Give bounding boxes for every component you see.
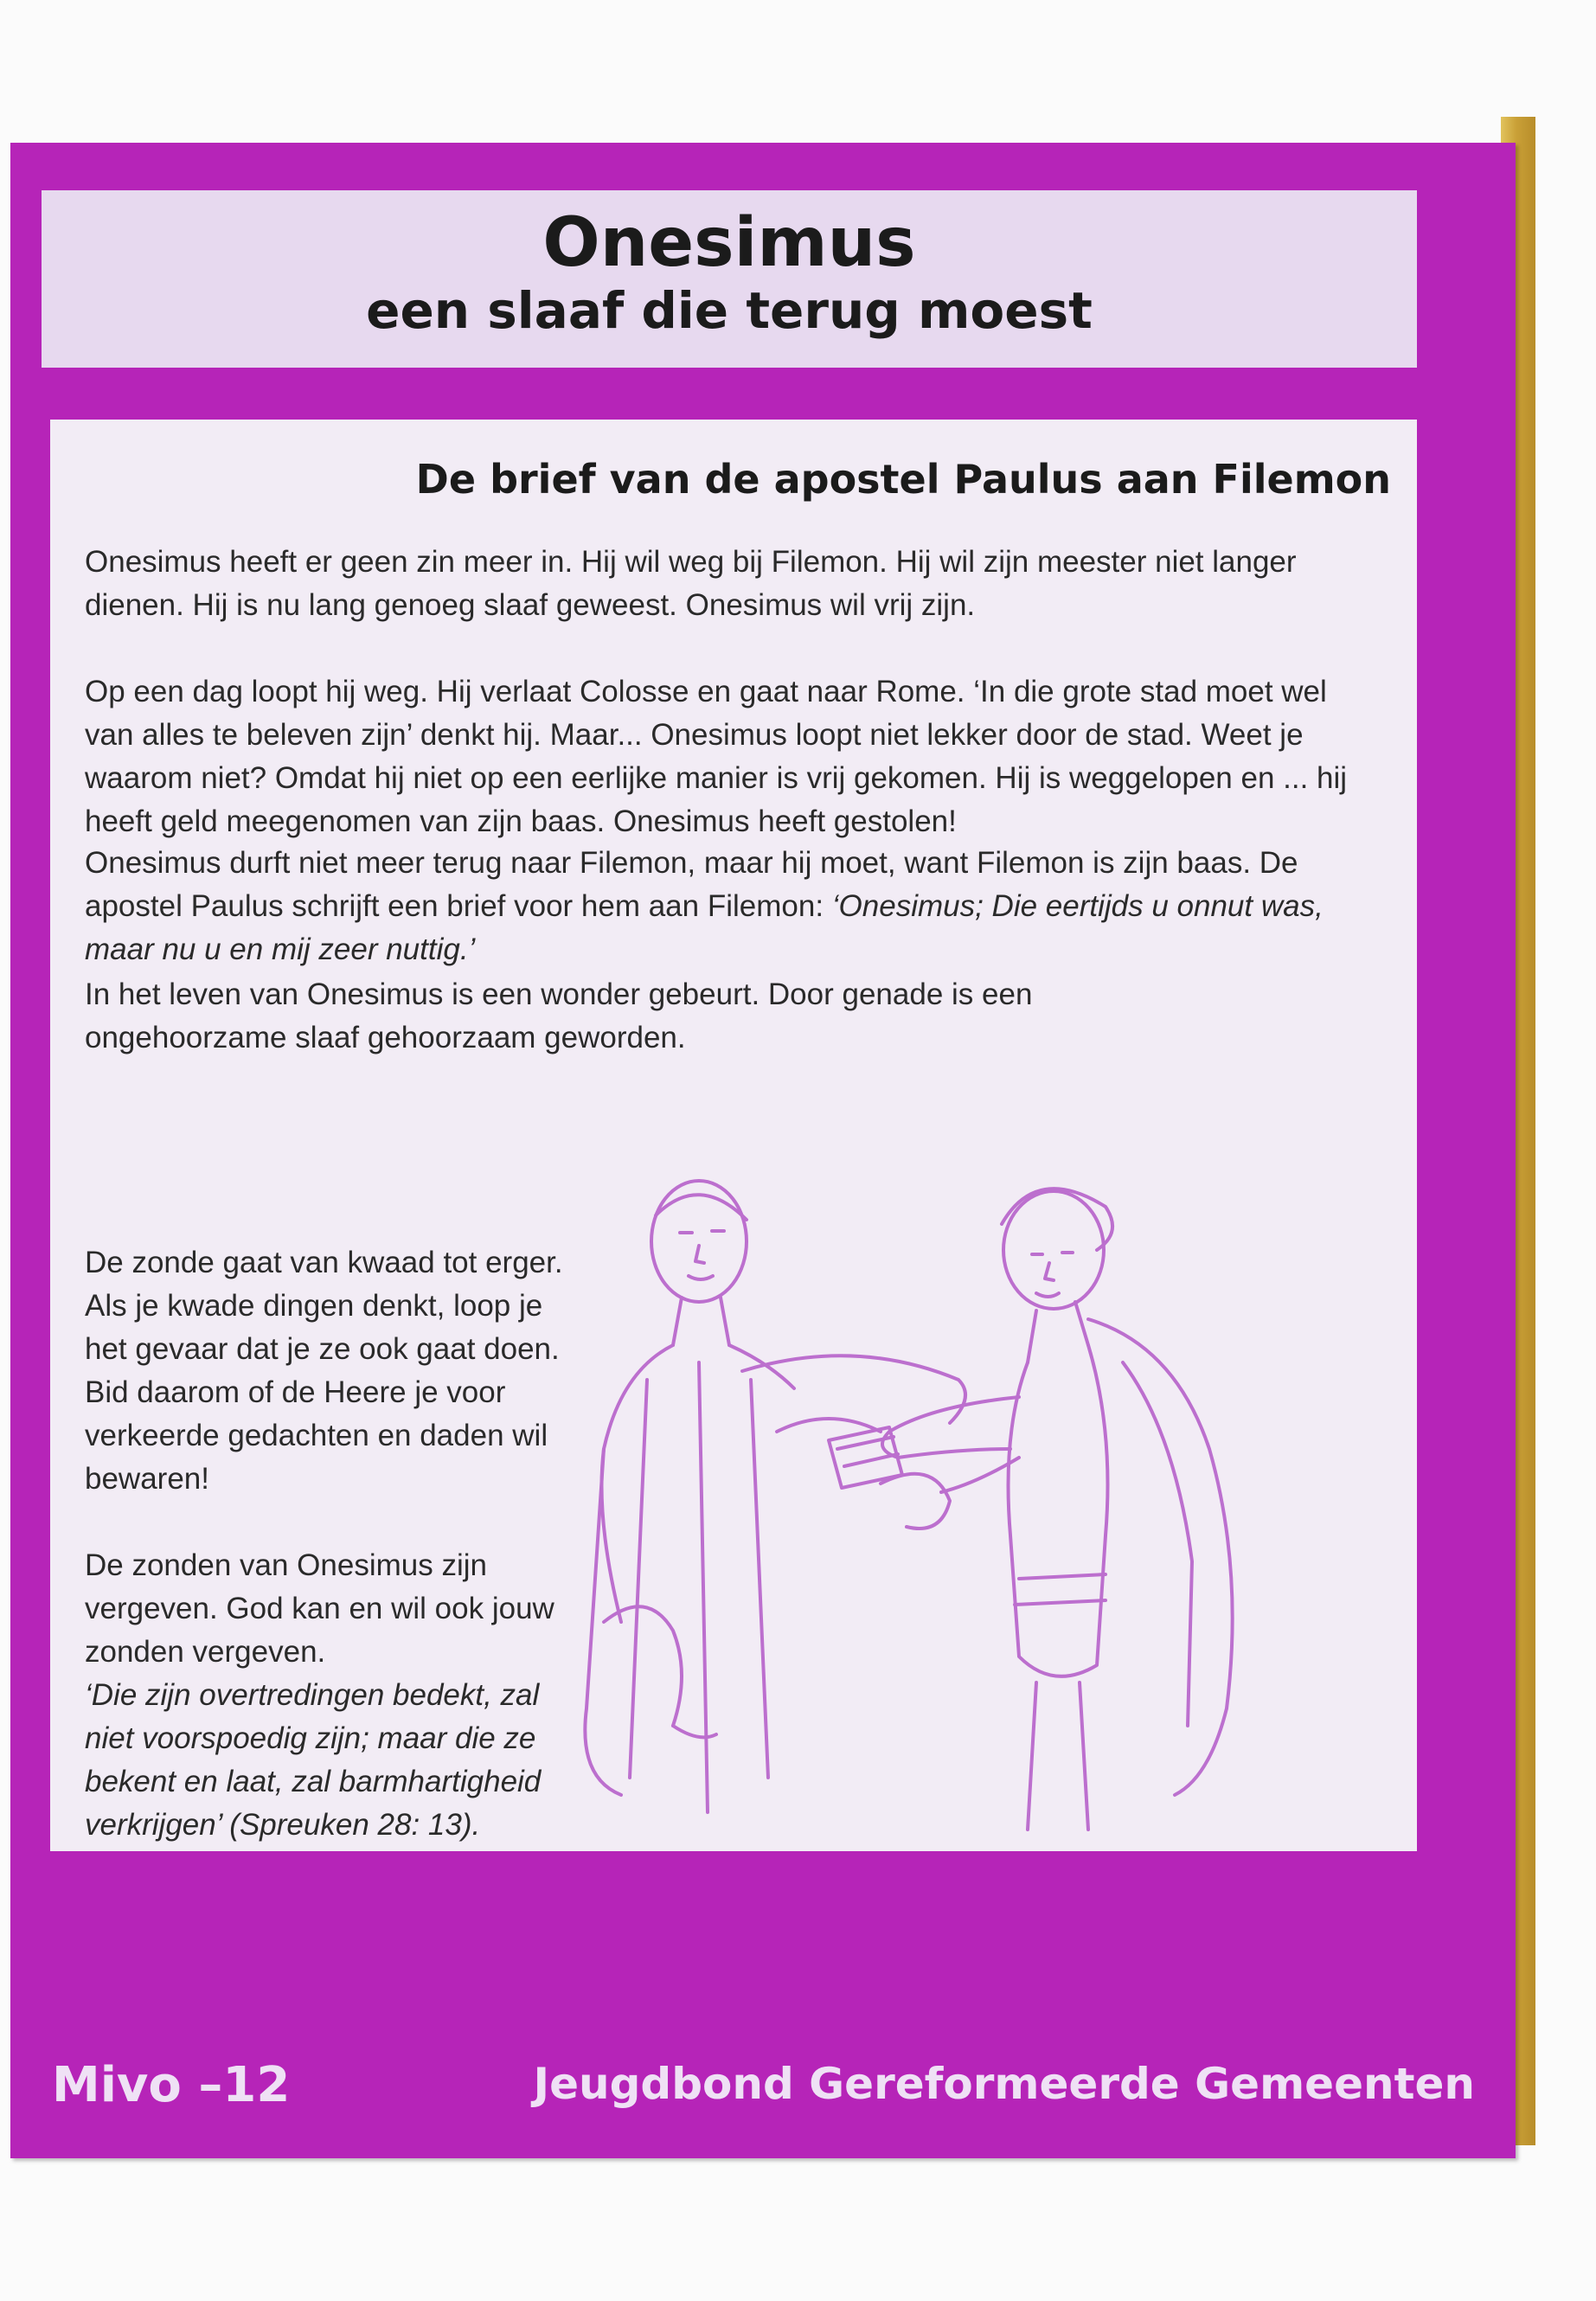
content-panel — [50, 420, 1417, 1851]
title-banner — [42, 190, 1417, 368]
scripture-reference: (Spreuken 28: 13). — [221, 1808, 481, 1842]
sketch-illustration — [569, 1172, 1400, 1838]
page-subtitle: een slaaf die terug moest — [366, 281, 1093, 340]
footer-series-label: Mivo –12 — [52, 2057, 291, 2113]
sidebar-quote — [85, 1674, 569, 1847]
paragraph-1: Onesimus heeft er geen zin meer in. Hij wil weg bij Filemon. Hij wil zijn meester niet langer dienen. Hij is nu lang genoeg slaaf geweest. Onesimus wil vrij zijn. — [85, 545, 1297, 622]
page-title: Onesimus — [542, 204, 916, 282]
paragraph-3-text: Onesimus durft niet meer terug naar Filemon, maar hij moet, want Filemon is zijn baas. De apostel Paulus schrijft een brief voor hem aan Filemon: — [85, 846, 1298, 923]
scroll — [829, 1427, 950, 1529]
figure-left — [585, 1181, 965, 1812]
paragraph-3-quote: ‘Onesimus; Die eertijds u onnut was, maar nu u en mij zeer nuttig.’ — [85, 889, 1324, 966]
paragraph-4: In het leven van Onesimus is een wonder gebeurt. Door genade is een ongehoorzame slaaf gehoorzaam geworden. — [85, 977, 1033, 1054]
footer-publisher: Jeugdbond Gereformeerde Gemeenten — [533, 2059, 1475, 2109]
section-heading: De brief van de apostel Paulus aan Filemon — [415, 456, 1391, 503]
paragraph-2: Op een dag loopt hij weg. Hij verlaat Colosse en gaat naar Rome. ‘In die grote stad moet wel van alles te beleven zijn’ denkt hij. Maar... Onesimus loopt niet lekker door de stad. Weet je waarom niet? Omdat hij niet op een eerlijke manier is vrij gekomen. Hij is weggelopen en ... hij heeft geld meegenomen van zijn baas. Onesimus heeft gestolen! — [85, 675, 1348, 838]
sidebar-text-b: De zonden van Onesimus zijn vergeven. God kan en wil ook jouw zonden vergeven. — [85, 1548, 554, 1669]
sidebar-text-a: De zonde gaat van kwaad tot erger. Als je kwade dingen denkt, loop je het gevaar dat je ze ook gaat doen. Bid daarom of de Heere je voor verkeerde gedachten en daden wil bewaren! — [85, 1246, 563, 1496]
figure-right — [882, 1189, 1233, 1830]
scripture-quote: ‘Die zijn overtredingen bedekt, zal niet voorspoedig zijn; maar die ze bekent en laat, zal barmhartigheid verkrijgen’ — [85, 1678, 542, 1842]
paragraph-3 — [85, 842, 1382, 971]
